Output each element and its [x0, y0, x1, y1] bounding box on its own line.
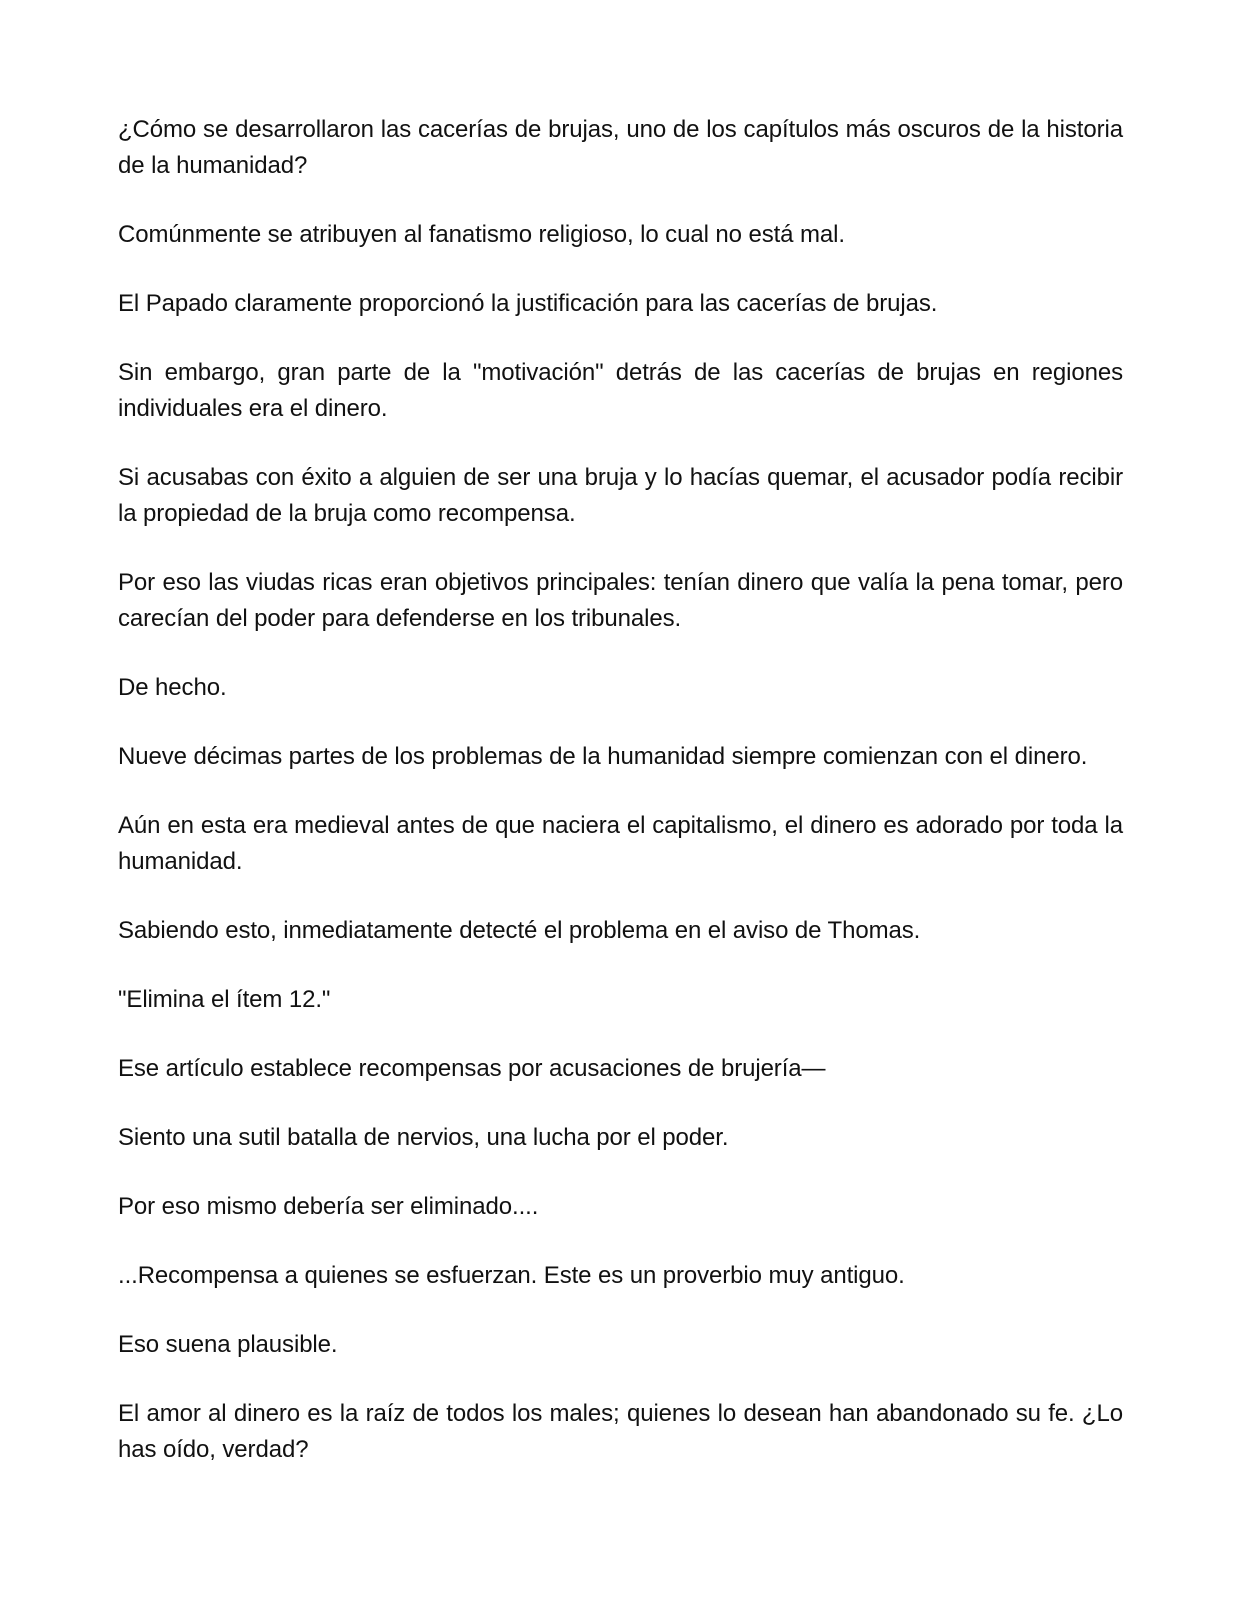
- paragraph: "Elimina el ítem 12.": [118, 986, 331, 1013]
- paragraph: Si acusabas con éxito a alguien de ser una bruja y lo hacías quemar, el acusador podía recibir la propiedad de la bruja como recompensa.: [118, 464, 1123, 527]
- paragraph: Sabiendo esto, inmediatamente detecté el problema en el aviso de Thomas.: [118, 917, 921, 944]
- paragraph: Por eso mismo debería ser eliminado....: [118, 1193, 539, 1220]
- paragraph: Ese artículo establece recompensas por acusaciones de brujería—: [118, 1055, 826, 1082]
- paragraph: Sin embargo, gran parte de la "motivación" detrás de las cacerías de brujas en regiones individuales era el dinero.: [118, 359, 1123, 422]
- paragraph: Siento una sutil batalla de nervios, una lucha por el poder.: [118, 1124, 729, 1151]
- paragraph: Comúnmente se atribuyen al fanatismo religioso, lo cual no está mal.: [118, 221, 845, 248]
- document-body: [118, 112, 1123, 1501]
- paragraph: ¿Cómo se desarrollaron las cacerías de brujas, uno de los capítulos más oscuros de la historia de la humanidad?: [118, 116, 1123, 179]
- paragraph: ...Recompensa a quienes se esfuerzan. Este es un proverbio muy antiguo.: [118, 1262, 905, 1289]
- paragraph: Nueve décimas partes de los problemas de la humanidad siempre comienzan con el dinero.: [118, 743, 1088, 770]
- paragraph: El Papado claramente proporcionó la justificación para las cacerías de brujas.: [118, 290, 938, 317]
- paragraph: El amor al dinero es la raíz de todos los males; quienes lo desean han abandonado su fe. ¿Lo has oído, verdad?: [118, 1400, 1123, 1463]
- paragraph: Eso suena plausible.: [118, 1331, 338, 1358]
- paragraph: De hecho.: [118, 674, 227, 701]
- paragraph: Por eso las viudas ricas eran objetivos principales: tenían dinero que valía la pena tomar, pero carecían del poder para defenderse en los tribunales.: [118, 569, 1123, 632]
- paragraph: Aún en esta era medieval antes de que naciera el capitalismo, el dinero es adorado por toda la humanidad.: [118, 812, 1123, 875]
